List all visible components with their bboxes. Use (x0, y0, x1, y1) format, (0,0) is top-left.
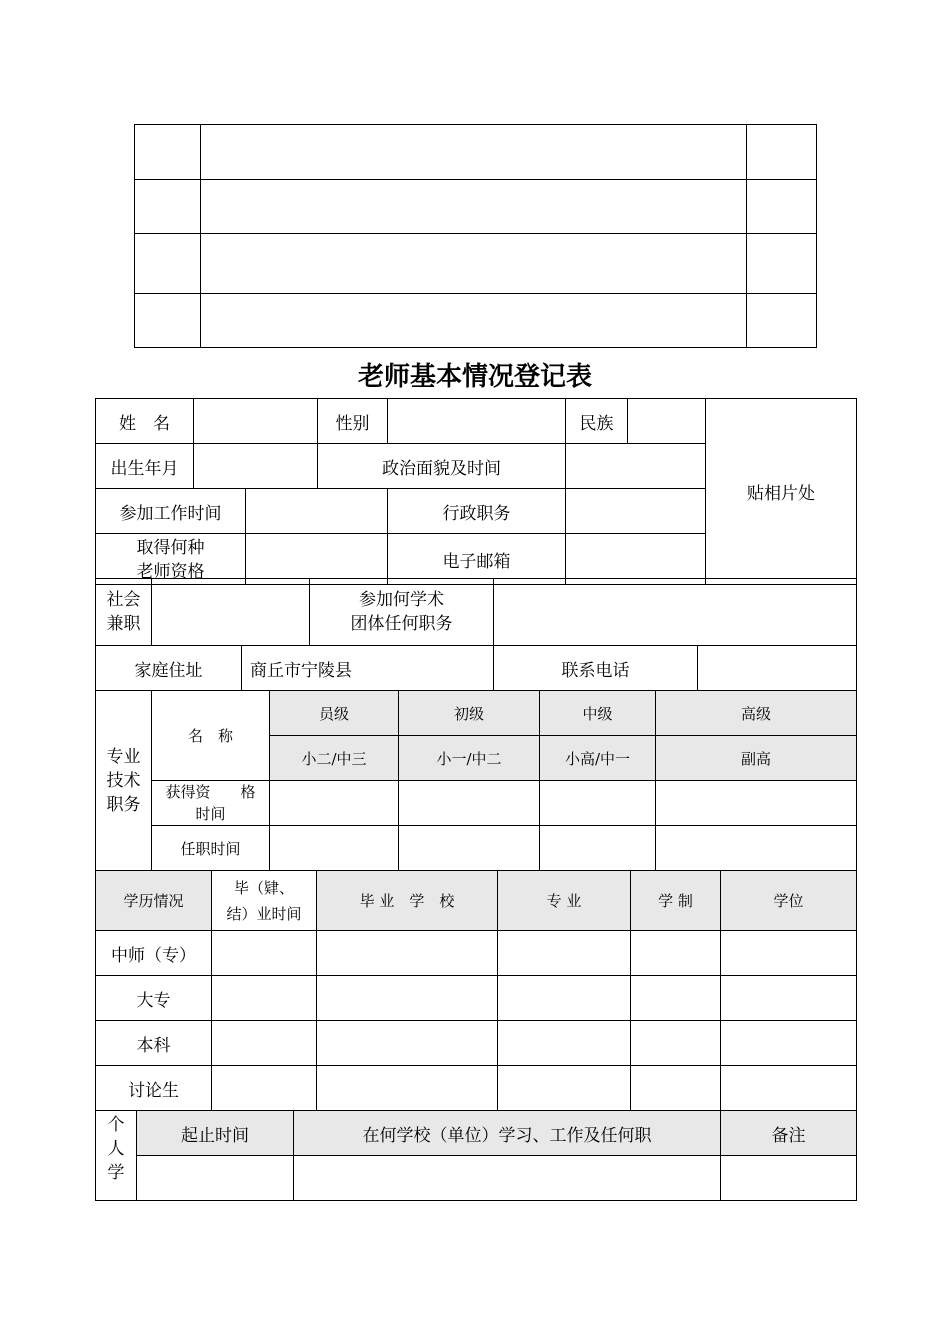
qualification-label-line1: 取得何种 (136, 538, 205, 558)
resume-side-label (96, 1111, 137, 1201)
phone-field[interactable] (698, 646, 857, 691)
cell (747, 180, 817, 234)
photo-area: 贴相片处 (706, 399, 857, 585)
ethnicity-label: 民族 (566, 399, 628, 444)
academic-label-line1: 参加何学术 (359, 590, 444, 610)
resume-period-header: 起止时间 (137, 1111, 294, 1156)
cell (201, 125, 747, 180)
section-line2: 技术 (106, 770, 141, 791)
grade-4: 副高 (656, 736, 857, 781)
birth-label: 出生年月 (96, 444, 194, 489)
level-primary: 初级 (399, 691, 540, 736)
section-line3: 职务 (106, 794, 141, 815)
address-label: 家庭住址 (96, 646, 242, 691)
grade-2: 小一/中二 (399, 736, 540, 781)
resume-side-line2: 人 (107, 1139, 125, 1159)
obtained-field[interactable] (656, 781, 857, 826)
qualification-label (96, 534, 246, 585)
edu-cell[interactable] (317, 976, 498, 1021)
edu-school-header: 毕 业 学 校 (317, 871, 498, 931)
resume-note-header: 备注 (721, 1111, 857, 1156)
qualification-label-line2: 老师资格 (136, 562, 205, 582)
gender-field[interactable] (388, 399, 566, 444)
edu-grad-time-header (212, 871, 317, 931)
edu-duration-header: 学 制 (631, 871, 721, 931)
level-senior: 高级 (656, 691, 857, 736)
resume-period-field[interactable] (137, 1156, 294, 1201)
social-label (96, 579, 152, 646)
work-start-label: 参加工作时间 (96, 489, 246, 534)
edu-major-header: 专 业 (498, 871, 631, 931)
edu-cell[interactable] (721, 1021, 857, 1066)
address-field[interactable]: 商丘市宁陵县 (242, 646, 494, 691)
cell (201, 180, 747, 234)
edu-row-label: 本科 (96, 1021, 212, 1066)
qualification-field[interactable] (246, 534, 388, 585)
social-address-table (95, 578, 857, 691)
grad-time-line1: 毕（肄、 (233, 878, 294, 897)
cell (135, 180, 201, 234)
obtained-time-label (152, 781, 270, 826)
cell (135, 125, 201, 180)
resume-place-header: 在何学校（单位）学习、工作及任何职 (294, 1111, 721, 1156)
edu-cell[interactable] (212, 931, 317, 976)
political-field[interactable] (566, 444, 706, 489)
name-field[interactable] (194, 399, 318, 444)
section-line1: 专业 (106, 746, 141, 767)
cell (135, 234, 201, 294)
cell (747, 294, 817, 348)
birth-field[interactable] (194, 444, 318, 489)
edu-degree-header: 学位 (721, 871, 857, 931)
work-start-field[interactable] (246, 489, 388, 534)
social-field[interactable] (152, 579, 310, 646)
appointed-field[interactable] (270, 826, 399, 871)
cell (747, 234, 817, 294)
obtained-line2: 时间 (195, 805, 226, 823)
edu-cell[interactable] (631, 1021, 721, 1066)
level-intermediate: 中级 (540, 691, 656, 736)
edu-cell[interactable] (631, 976, 721, 1021)
academic-label-line2: 团体任何职务 (350, 614, 453, 634)
political-label: 政治面貌及时间 (318, 444, 566, 489)
social-label-line2: 兼职 (106, 614, 141, 634)
name-label: 姓 名 (96, 399, 194, 444)
resume-note-field[interactable] (721, 1156, 857, 1201)
edu-cell[interactable] (498, 976, 631, 1021)
resume-table (95, 1110, 857, 1201)
resume-side-line3: 学 (107, 1163, 125, 1183)
edu-cell[interactable] (212, 1066, 317, 1111)
social-label-line1: 社会 (106, 590, 141, 610)
grade-1: 小二/中三 (270, 736, 399, 781)
edu-cell[interactable] (721, 976, 857, 1021)
cell (201, 234, 747, 294)
obtained-field[interactable] (399, 781, 540, 826)
edu-cell[interactable] (721, 931, 857, 976)
phone-label: 联系电话 (494, 646, 698, 691)
professional-title-table (95, 690, 857, 871)
edu-cell[interactable] (498, 1066, 631, 1111)
edu-cell[interactable] (631, 931, 721, 976)
admin-post-field[interactable] (566, 489, 706, 534)
edu-cell[interactable] (498, 931, 631, 976)
title-name-label: 名 称 (152, 691, 270, 781)
form-title: 老师基本情况登记表 (357, 362, 592, 392)
basic-info-table (95, 398, 857, 585)
cell (135, 294, 201, 348)
appointed-field[interactable] (399, 826, 540, 871)
professional-title-label (96, 691, 152, 871)
obtained-field[interactable] (540, 781, 656, 826)
obtained-field[interactable] (270, 781, 399, 826)
edu-cell[interactable] (721, 1066, 857, 1111)
ethnicity-field[interactable] (628, 399, 706, 444)
edu-cell[interactable] (317, 931, 498, 976)
edu-row-label: 大专 (96, 976, 212, 1021)
academic-label (310, 579, 494, 646)
resume-side-line1: 个 (107, 1115, 125, 1135)
edu-row-label: 中师（专） (96, 931, 212, 976)
cell (201, 294, 747, 348)
appointed-field[interactable] (656, 826, 857, 871)
cell (747, 125, 817, 180)
edu-cell[interactable] (317, 1066, 498, 1111)
edu-status-header: 学历情况 (96, 871, 212, 931)
gender-label: 性别 (318, 399, 388, 444)
education-table (95, 870, 857, 1111)
appointed-field[interactable] (540, 826, 656, 871)
level-junior-clerk: 员级 (270, 691, 399, 736)
email-field[interactable] (566, 534, 706, 585)
appointed-time-label: 任职时间 (152, 826, 270, 871)
grad-time-line2: 结）业时间 (226, 904, 302, 923)
grade-3: 小高/中一 (540, 736, 656, 781)
resume-place-field[interactable] (294, 1156, 721, 1201)
admin-post-label: 行政职务 (388, 489, 566, 534)
edu-cell[interactable] (317, 1021, 498, 1066)
top-partial-table (134, 124, 817, 348)
obtained-line1: 获得资 格 (165, 783, 256, 801)
academic-field[interactable] (494, 579, 857, 646)
edu-cell[interactable] (498, 1021, 631, 1066)
edu-cell[interactable] (212, 976, 317, 1021)
edu-cell[interactable] (631, 1066, 721, 1111)
edu-row-label: 讨论生 (96, 1066, 212, 1111)
edu-cell[interactable] (212, 1021, 317, 1066)
email-label: 电子邮箱 (388, 534, 566, 585)
